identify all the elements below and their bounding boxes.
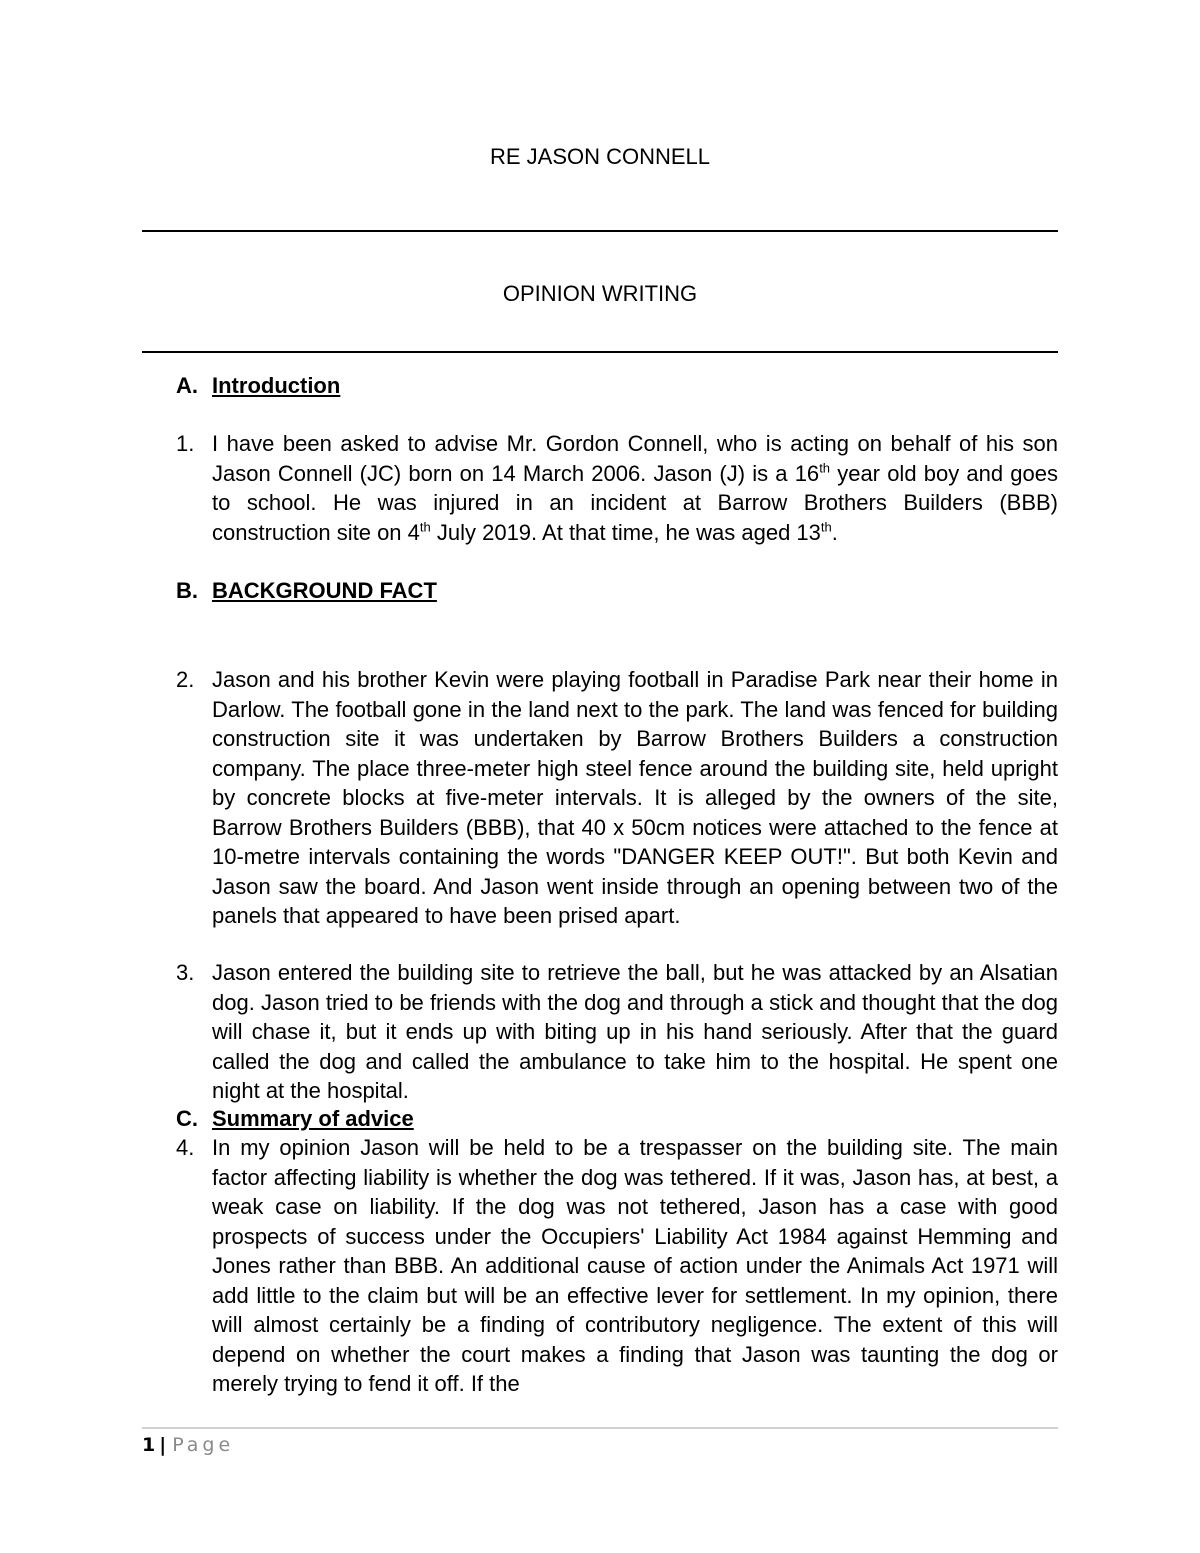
section-title: BACKGROUND FACT bbox=[212, 578, 437, 603]
paragraph-text: . bbox=[831, 519, 838, 545]
paragraph-number: 2. bbox=[176, 667, 195, 692]
document-subtitle: OPINION WRITING bbox=[502, 281, 698, 306]
paragraph-text: I have been asked to advise Mr. Gordon Connell, who is acting on behalf of his son Jason Connell (JC) born on 14 March 2006. Jason (J) is a 16 bbox=[212, 431, 1058, 486]
section-heading-introduction bbox=[176, 373, 340, 399]
section-letter: B. bbox=[176, 578, 198, 603]
paragraph-number: 1. bbox=[176, 431, 195, 456]
paragraph-body: Jason entered the building site to retrieve the ball, but he was attacked by an Alsatian dog. Jason tried to be friends with the dog and through a stick and thought that the dog will chase it, but it ends up with biting up in his hand seriously. After that the guard called the dog and called the ambulance to take him to the hospital. He spent one night at the hospital. bbox=[212, 960, 1058, 1103]
page-label: Page bbox=[172, 1434, 235, 1456]
subtitle-rule bbox=[142, 351, 1058, 353]
paragraph-number: 4. bbox=[176, 1135, 195, 1160]
paragraph-body bbox=[212, 429, 1058, 547]
paragraph-text: July 2019. At that time, he was aged 13 bbox=[430, 519, 821, 545]
page-number: 1 bbox=[142, 1434, 156, 1456]
section-title: Introduction bbox=[212, 373, 341, 398]
section-letter: A. bbox=[176, 373, 198, 398]
paragraph-2 bbox=[176, 665, 1058, 931]
ordinal-suffix: th bbox=[419, 519, 431, 535]
section-heading-summary-of-advice bbox=[176, 1106, 414, 1132]
document-title: RE JASON CONNELL bbox=[489, 144, 711, 169]
paragraph-number: 3. bbox=[176, 960, 195, 985]
footer-rule bbox=[142, 1427, 1058, 1429]
section-heading-background-fact bbox=[176, 578, 437, 604]
title-rule bbox=[142, 230, 1058, 232]
section-title: Summary of advice bbox=[212, 1106, 414, 1131]
section-letter: C. bbox=[176, 1106, 198, 1131]
paragraph-text: year old boy and goes to school. He was injured in an incident at Barrow Brothers Builders (BBB) construction site on 4 bbox=[212, 460, 1058, 545]
paragraph-1 bbox=[176, 429, 1058, 547]
paragraph-4 bbox=[176, 1133, 1058, 1399]
paragraph-body: In my opinion Jason will be held to be a trespasser on the building site. The main factor affecting liability is whether the dog was tethered. If it was, Jason has, at best, a weak case on liability. If the dog was not tethered, Jason has a case with good prospects of success under the Occupiers' Liability Act 1984 against Hemming and Jones rather than BBB. An additional cause of action under the Animals Act 1971 will add little to the claim but will be an effective lever for settlement. In my opinion, there will almost certainly be a finding of contributory negligence. The extent of this will depend on whether the court makes a finding that Jason was taunting the dog or merely trying to fend it off. If the bbox=[212, 1135, 1058, 1396]
paragraph-body: Jason and his brother Kevin were playing football in Paradise Park near their home in Darlow. The football gone in the land next to the park. The land was fenced for building construction site it was undertaken by Barrow Brothers Builders a construction company. The place three-meter high steel fence around the building site, held upright by concrete blocks at five-meter intervals. It is alleged by the owners of the site, Barrow Brothers Builders (BBB), that 40 x 50cm notices were attached to the fence at 10-metre intervals containing the words "DANGER KEEP OUT!". But both Kevin and Jason saw the board. And Jason went inside through an opening between two of the panels that appeared to have been prised apart. bbox=[212, 667, 1058, 928]
footer-separator: | bbox=[159, 1434, 167, 1456]
ordinal-suffix: th bbox=[820, 519, 832, 535]
paragraph-3 bbox=[176, 958, 1058, 1106]
ordinal-suffix: th bbox=[819, 460, 831, 476]
page-footer bbox=[142, 1433, 234, 1457]
